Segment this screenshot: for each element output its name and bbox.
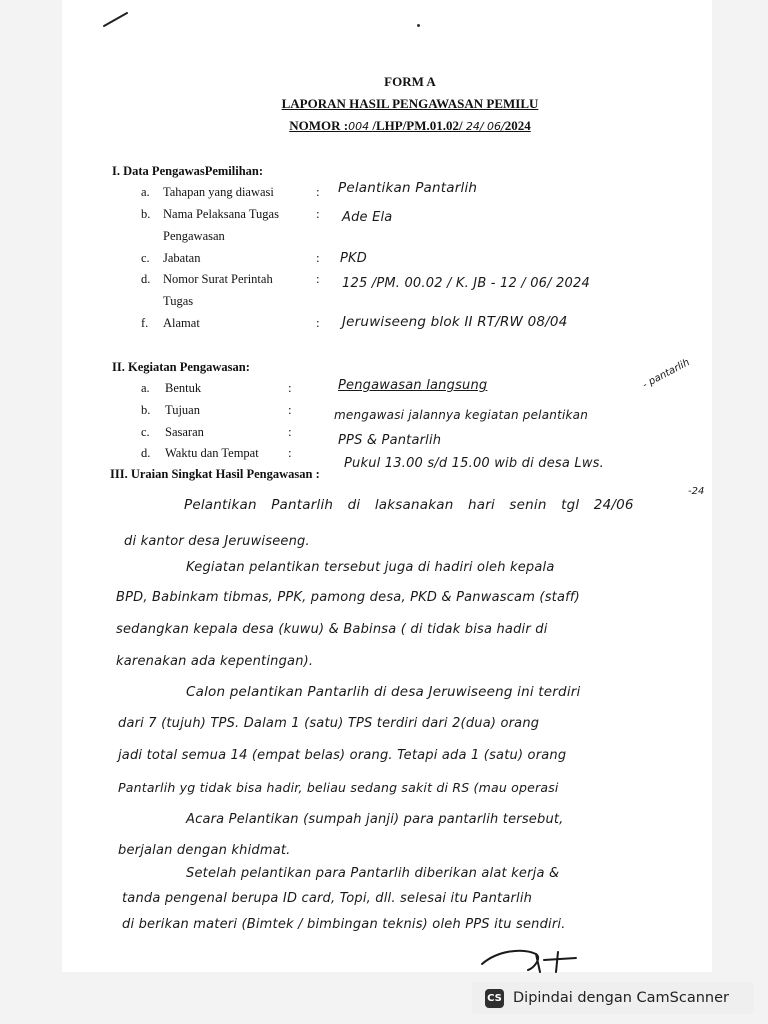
report-number [200,118,620,134]
field-1c-colon: : [316,250,320,265]
field-2a-label: Bentuk [165,381,202,395]
field-1d-value: 125 /PM. 00.02 / K. JB - 12 / 06/ 2024 [342,276,590,291]
number-prefix: NOMOR : [289,118,349,133]
field-1d-label-2: Tugas [163,294,194,308]
field-1b-letter: b. [141,207,151,221]
narrative-line-4: BPD, Babinkam tibmas, PPK, pamong desa, PKD & Panwascam (staff) [116,590,580,605]
field-2b-letter: b. [141,403,151,417]
field-2a-letter: a. [141,381,150,395]
report-title: LAPORAN HASIL PENGAWASAN PEMILU [281,96,539,111]
field-2b-colon: : [288,402,292,417]
number-date: 24/ 06/ [465,120,505,133]
field-1a-letter: a. [141,185,150,199]
field-1c-value: PKD [340,251,367,266]
camscanner-watermark [472,982,754,1014]
narrative-line-2: di kantor desa Jeruwiseeng. [124,534,310,549]
number-value: 004 [348,120,370,133]
field-2b-extra: - pantarlih [640,357,692,391]
field-1f-colon: : [316,315,320,330]
field-1c-letter: c. [141,251,150,265]
signature-scribble [478,942,588,974]
field-2c-value: PPS & Pantarlih [338,433,442,448]
narrative-line-8: dari 7 (tujuh) TPS. Dalam 1 (satu) TPS terdiri dari 2(dua) orang [118,716,540,731]
field-2c-letter: c. [141,425,150,439]
narrative-line-5: sedangkan kepala desa (kuwu) & Babinsa ( di tidak bisa hadir di [116,622,548,637]
number-year: 2024 [504,118,531,133]
narrative-date-superscript: -24 [688,486,705,497]
field-1f-value: Jeruwiseeng blok II RT/RW 08/04 [342,314,568,330]
narrative-line-13: Setelah pelantikan para Pantarlih diberikan alat kerja & [186,866,560,881]
narrative-line-11: Acara Pelantikan (sumpah janji) para pantarlih tersebut, [186,812,564,827]
narrative-line-1: Pelantikan Pantarlih di laksanakan hari senin tgl 24/06 [184,497,634,513]
narrative-line-10: Pantarlih yg tidak bisa hadir, beliau sedang sakit di RS (mau operasi [118,780,559,795]
field-1b-colon: : [316,206,320,221]
section-3-heading: III. Uraian Singkat Hasil Pengawasan : [110,467,320,481]
field-2c-label: Sasaran [165,425,204,439]
field-2b-value: mengawasi jalannya kegiatan pelantikan [334,408,589,422]
form-title: FORM A [384,74,436,89]
field-2d-value: Pukul 13.00 s/d 15.00 wib di desa Lws. [344,456,604,471]
field-1d-letter: d. [141,272,151,286]
field-2b-label: Tujuan [165,403,200,417]
pen-stroke-mark [102,10,130,28]
section-1-heading: I. Data PengawasPemilihan: [112,164,264,178]
field-1f-letter: f. [141,316,149,330]
field-2d-colon: : [288,445,292,460]
narrative-line-3: Kegiatan pelantikan tersebut juga di hadiri oleh kepala [186,560,555,575]
field-2d-letter: d. [141,446,151,460]
camscanner-icon: CS [485,989,504,1008]
field-1a-value: Pelantikan Pantarlih [338,180,478,196]
field-2c-colon: : [288,424,292,439]
narrative-line-6: karenakan ada kepentingan). [116,654,314,669]
narrative-line-12: berjalan dengan khidmat. [118,843,291,858]
narrative-line-7: Calon pelantikan Pantarlih di desa Jeruwiseeng ini terdiri [186,684,581,700]
number-mid: /LHP/PM.01.02/ [372,118,463,133]
field-2a-value: Pengawasan langsung [338,378,488,393]
narrative-line-9: jadi total semua 14 (empat belas) orang. Tetapi ada 1 (satu) orang [118,748,567,763]
narrative-line-14: tanda pengenal berupa ID card, Topi, dll. selesai itu Pantarlih [122,891,533,906]
field-1d-colon: : [316,271,320,286]
field-1b-label: Nama Pelaksana Tugas [163,207,279,221]
narrative-line-15: di berikan materi (Bimtek / bimbingan teknis) oleh PPS itu sendiri. [122,917,566,932]
field-1c-label: Jabatan [163,251,201,265]
field-2d-label: Waktu dan Tempat [165,446,259,460]
field-2a-colon: : [288,380,292,395]
field-1b-label-2: Pengawasan [163,229,225,243]
field-1a-colon: : [316,184,320,199]
section-2-heading: II. Kegiatan Pengawasan: [112,360,250,374]
camscanner-text: Dipindai dengan CamScanner [513,990,730,1006]
field-1b-value: Ade Ela [342,210,393,225]
scan-dot [417,24,420,27]
field-1d-label: Nomor Surat Perintah [163,272,273,286]
field-1f-label: Alamat [163,316,200,330]
field-1a-label: Tahapan yang diawasi [163,185,274,199]
